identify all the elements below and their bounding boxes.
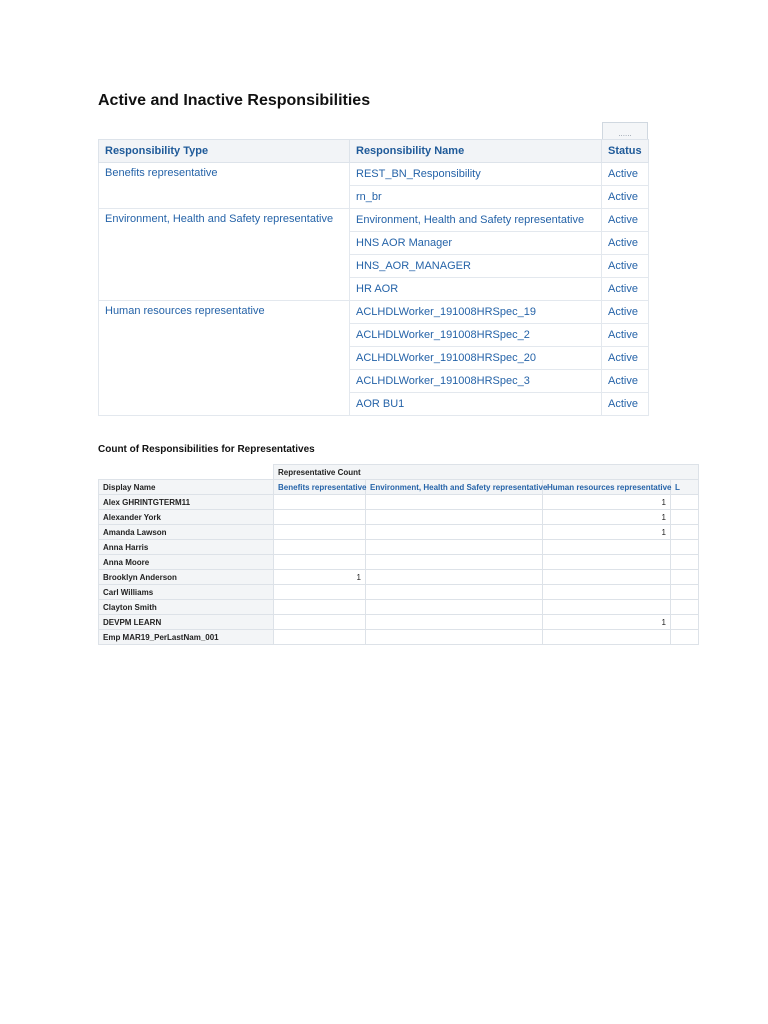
- count-cell: [274, 555, 366, 570]
- count-cell: [543, 630, 671, 645]
- table-row: [99, 525, 699, 540]
- column-header-status[interactable]: Status: [602, 140, 649, 163]
- count-cell: [543, 570, 671, 585]
- status-cell: Active: [602, 163, 649, 186]
- status-cell: Active: [602, 232, 649, 255]
- count-cell: 1: [543, 495, 671, 510]
- group-header-spacer: [99, 465, 274, 480]
- count-cell: [366, 585, 543, 600]
- status-cell: Active: [602, 209, 649, 232]
- display-name-cell[interactable]: Anna Moore: [99, 555, 274, 570]
- count-cell: 1: [274, 570, 366, 585]
- status-cell: Active: [602, 301, 649, 324]
- responsibility-name-cell[interactable]: HR AOR: [350, 278, 602, 301]
- count-cell: [366, 615, 543, 630]
- count-cell: [366, 510, 543, 525]
- count-cell: [543, 600, 671, 615]
- count-cell: [366, 600, 543, 615]
- column-header-responsibility-type[interactable]: Responsibility Type: [99, 140, 350, 163]
- table-row: [99, 495, 699, 510]
- responsibility-name-cell[interactable]: rn_br: [350, 186, 602, 209]
- representative-count-table: [98, 464, 699, 645]
- responsibility-name-cell[interactable]: ACLHDLWorker_191008HRSpec_3: [350, 370, 602, 393]
- count-cell: [543, 585, 671, 600]
- column-header-benefits[interactable]: Benefits representative: [274, 480, 366, 495]
- count-cell: [366, 540, 543, 555]
- status-cell: Active: [602, 278, 649, 301]
- table-row: [99, 540, 699, 555]
- responsibility-type-cell[interactable]: Human resources representative: [99, 301, 350, 416]
- column-header-display-name[interactable]: Display Name: [99, 480, 274, 495]
- table-row: [99, 630, 699, 645]
- section2-title: Count of Responsibilities for Representatives: [98, 444, 315, 455]
- responsibility-name-cell[interactable]: ACLHDLWorker_191008HRSpec_2: [350, 324, 602, 347]
- table-row: [99, 600, 699, 615]
- status-cell: Active: [602, 347, 649, 370]
- count-cell: [274, 630, 366, 645]
- count-cell: [671, 615, 699, 630]
- column-header-responsibility-name[interactable]: Responsibility Name: [350, 140, 602, 163]
- table-row: [99, 301, 649, 324]
- table-row: [99, 209, 649, 232]
- count-cell: [274, 495, 366, 510]
- responsibility-name-cell[interactable]: Environment, Health and Safety representative: [350, 209, 602, 232]
- display-name-cell[interactable]: Anna Harris: [99, 540, 274, 555]
- count-cell: [543, 540, 671, 555]
- count-cell: [543, 555, 671, 570]
- responsibility-name-cell[interactable]: ACLHDLWorker_191008HRSpec_20: [350, 347, 602, 370]
- count-cell: [274, 525, 366, 540]
- responsibility-name-cell[interactable]: ACLHDLWorker_191008HRSpec_19: [350, 301, 602, 324]
- count-cell: [671, 510, 699, 525]
- column-header-row: [99, 480, 699, 495]
- table-row: [99, 555, 699, 570]
- display-name-cell[interactable]: Emp MAR19_PerLastNam_001: [99, 630, 274, 645]
- count-cell: [671, 495, 699, 510]
- count-cell: [671, 585, 699, 600]
- count-cell: [671, 570, 699, 585]
- group-header-representative-count: Representative Count: [274, 465, 699, 480]
- responsibility-name-cell[interactable]: HNS_AOR_MANAGER: [350, 255, 602, 278]
- count-cell: 1: [543, 510, 671, 525]
- section1-title: Active and Inactive Responsibilities: [98, 92, 371, 109]
- count-cell: [274, 615, 366, 630]
- display-name-cell[interactable]: Alexander York: [99, 510, 274, 525]
- display-name-cell[interactable]: Clayton Smith: [99, 600, 274, 615]
- table-row: [99, 585, 699, 600]
- display-name-cell[interactable]: DEVPM LEARN: [99, 615, 274, 630]
- count-cell: [366, 555, 543, 570]
- table-row: [99, 615, 699, 630]
- count-cell: [366, 630, 543, 645]
- count-cell: [366, 495, 543, 510]
- table-header-row: [99, 140, 649, 163]
- status-cell: Active: [602, 370, 649, 393]
- status-cell: Active: [602, 255, 649, 278]
- count-cell: [671, 540, 699, 555]
- responsibility-name-cell[interactable]: REST_BN_Responsibility: [350, 163, 602, 186]
- table-row: [99, 510, 699, 525]
- count-cell: [274, 540, 366, 555]
- count-cell: 1: [543, 525, 671, 540]
- responsibilities-table: [98, 139, 649, 416]
- responsibility-type-cell[interactable]: Environment, Health and Safety representative: [99, 209, 350, 301]
- display-name-cell[interactable]: Carl Williams: [99, 585, 274, 600]
- count-cell: [274, 510, 366, 525]
- count-cell: [671, 555, 699, 570]
- count-cell: [274, 600, 366, 615]
- column-header-hr[interactable]: Human resources representative: [543, 480, 671, 495]
- count-cell: [274, 585, 366, 600]
- responsibility-name-cell[interactable]: AOR BU1: [350, 393, 602, 416]
- display-name-cell[interactable]: Amanda Lawson: [99, 525, 274, 540]
- count-cell: [366, 570, 543, 585]
- column-header-truncated[interactable]: L: [671, 480, 699, 495]
- responsibility-type-cell[interactable]: Benefits representative: [99, 163, 350, 209]
- group-header-row: [99, 465, 699, 480]
- status-cell: Active: [602, 186, 649, 209]
- count-cell: [671, 525, 699, 540]
- table-toolbar-handle[interactable]: [602, 122, 648, 139]
- responsibilities-table-container: [98, 122, 650, 410]
- responsibility-name-cell[interactable]: HNS AOR Manager: [350, 232, 602, 255]
- table-row: [99, 570, 699, 585]
- count-cell: [671, 600, 699, 615]
- count-cell: 1: [543, 615, 671, 630]
- status-cell: Active: [602, 393, 649, 416]
- toolbar-dots-icon: ......: [618, 129, 632, 138]
- representative-count-table-container: [98, 464, 680, 642]
- count-cell: [366, 525, 543, 540]
- table-row: [99, 163, 649, 186]
- display-name-cell[interactable]: Alex GHRINTGTERM11: [99, 495, 274, 510]
- display-name-cell[interactable]: Brooklyn Anderson: [99, 570, 274, 585]
- status-cell: Active: [602, 324, 649, 347]
- column-header-ehs[interactable]: Environment, Health and Safety representative: [366, 480, 543, 495]
- count-cell: [671, 630, 699, 645]
